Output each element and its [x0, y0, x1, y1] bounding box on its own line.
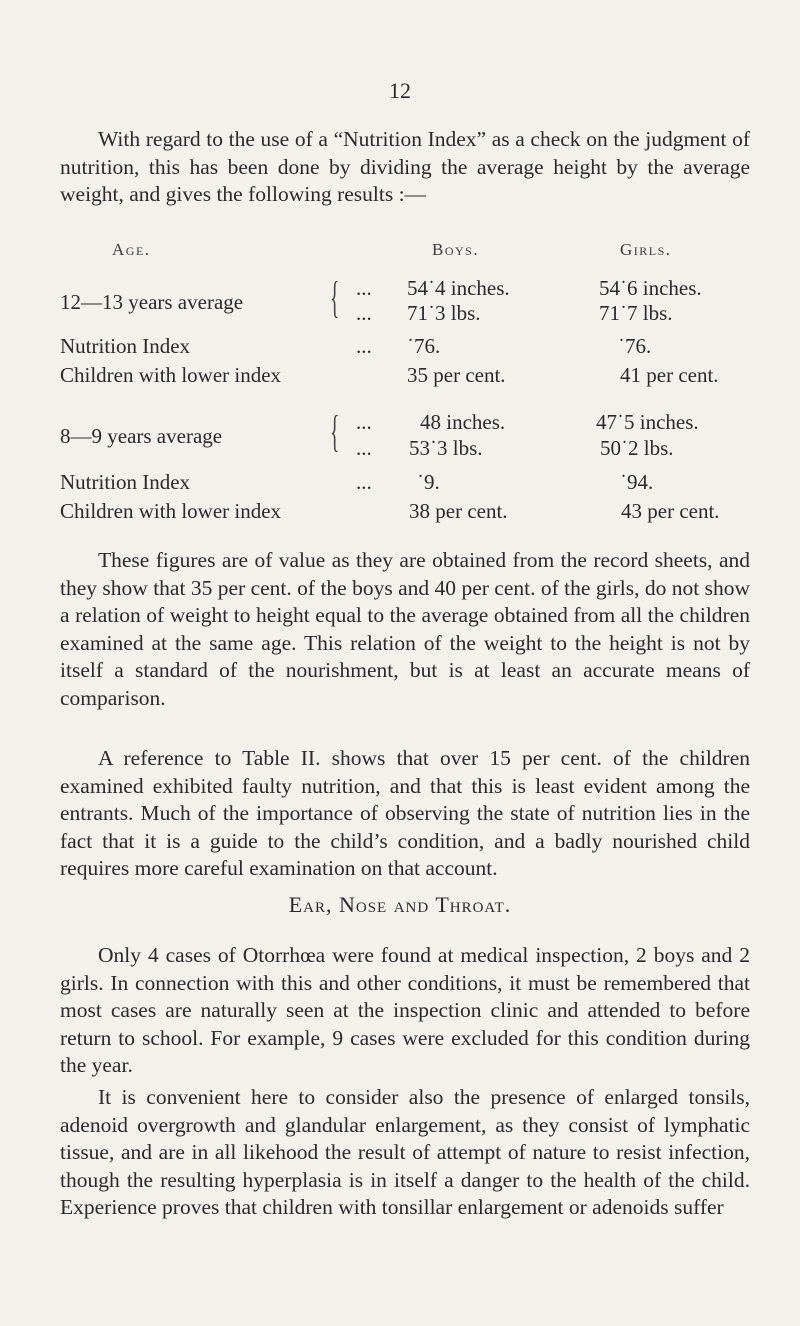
boys-index: ˙76. — [407, 334, 441, 358]
girls-index: ˙94. — [620, 470, 654, 494]
paragraph-text: A reference to Table II. shows that over 15 per cent. of the children examined exhibited faulty nutrition, and that this is least evident among the entrants. Much of the importance of observing the state of nutrition lies in the fact that it is a guide to the child’s condition, and a badly nourished child requires more careful examination on that account. — [60, 746, 750, 880]
boys-lower: 35 per cent. — [407, 363, 506, 387]
header-boys: Boys. — [432, 240, 480, 259]
boys-index: ˙9. — [417, 470, 440, 494]
page-number: 12 — [389, 78, 411, 103]
girls-height: 47˙5 inches. — [596, 410, 699, 434]
index-label: Nutrition Index — [60, 334, 191, 358]
paragraph-otorrhoea — [60, 942, 750, 1080]
boys-height: 54˙4 inches. — [407, 276, 510, 300]
dots: ... — [356, 470, 372, 494]
girls-weight: 71˙7 lbs. — [599, 301, 673, 325]
boys-height: 48 inches. — [420, 410, 506, 434]
boys-weight: 53˙3 lbs. — [409, 436, 483, 460]
paragraph-text: It is convenient here to consider also the presence of enlarged tonsils, adenoid overgrowth and glandular enlargement, as they consist of lymphatic tissue, and are in all likehood the result of attempt of nature to resist infection, though the resulting hyperplasia is in itself a danger to the health of the child. Experience proves that children with tonsillar enlargement or adenoids suffer — [60, 1085, 750, 1219]
girls-height: 54˙6 inches. — [599, 276, 702, 300]
lower-index-label: Children with lower index — [60, 363, 282, 387]
dots: ... — [356, 410, 372, 434]
intro-paragraph — [60, 126, 750, 209]
brace-icon: { — [330, 273, 340, 322]
girls-weight: 50˙2 lbs. — [600, 436, 674, 460]
index-label: Nutrition Index — [60, 470, 191, 494]
paragraph-text: These figures are of value as they are obtained from the record sheets, and they show that 35 per cent. of the boys and 40 per cent. of the girls, do not show a relation of weight to height equal to the average obtained from all the children examined at the same age. This relation of the weight to the height is not by itself a standard of the nourishment, but is at least an accurate means of comparison. — [60, 548, 750, 710]
lower-index-label: Children with lower index — [60, 499, 282, 523]
dots: ... — [356, 334, 372, 358]
dots: ... — [356, 301, 372, 325]
header-girls: Girls. — [620, 240, 672, 259]
dots: ... — [356, 436, 372, 460]
paragraph-nutrition — [60, 745, 750, 883]
paragraph-tonsils — [60, 1084, 750, 1222]
section-heading: Ear, Nose and Throat. — [288, 892, 512, 917]
intro-text: With regard to the use of a “Nutrition Index” as a check on the judgment of nutrition, this has been done by dividing the average height by the average weight, and gives the following results :— — [60, 127, 750, 206]
brace-icon: { — [330, 407, 340, 456]
group-label: 12—13 years average — [60, 290, 244, 314]
paragraph-figures — [60, 547, 750, 712]
group-label: 8—9 years average — [60, 424, 223, 448]
boys-lower: 38 per cent. — [409, 499, 508, 523]
dots: ... — [356, 276, 372, 300]
girls-lower: 43 per cent. — [621, 499, 720, 523]
boys-weight: 71˙3 lbs. — [407, 301, 481, 325]
paragraph-text: Only 4 cases of Otorrhœa were found at medical inspection, 2 boys and 2 girls. In connection with this and other conditions, it must be remembered that most cases are naturally seen at the inspection clinic and attended to before return to school. For example, 9 cases were excluded for this condition during the year. — [60, 943, 750, 1077]
girls-lower: 41 per cent. — [620, 363, 719, 387]
girls-index: ˙76. — [618, 334, 652, 358]
header-age: Age. — [112, 240, 151, 259]
